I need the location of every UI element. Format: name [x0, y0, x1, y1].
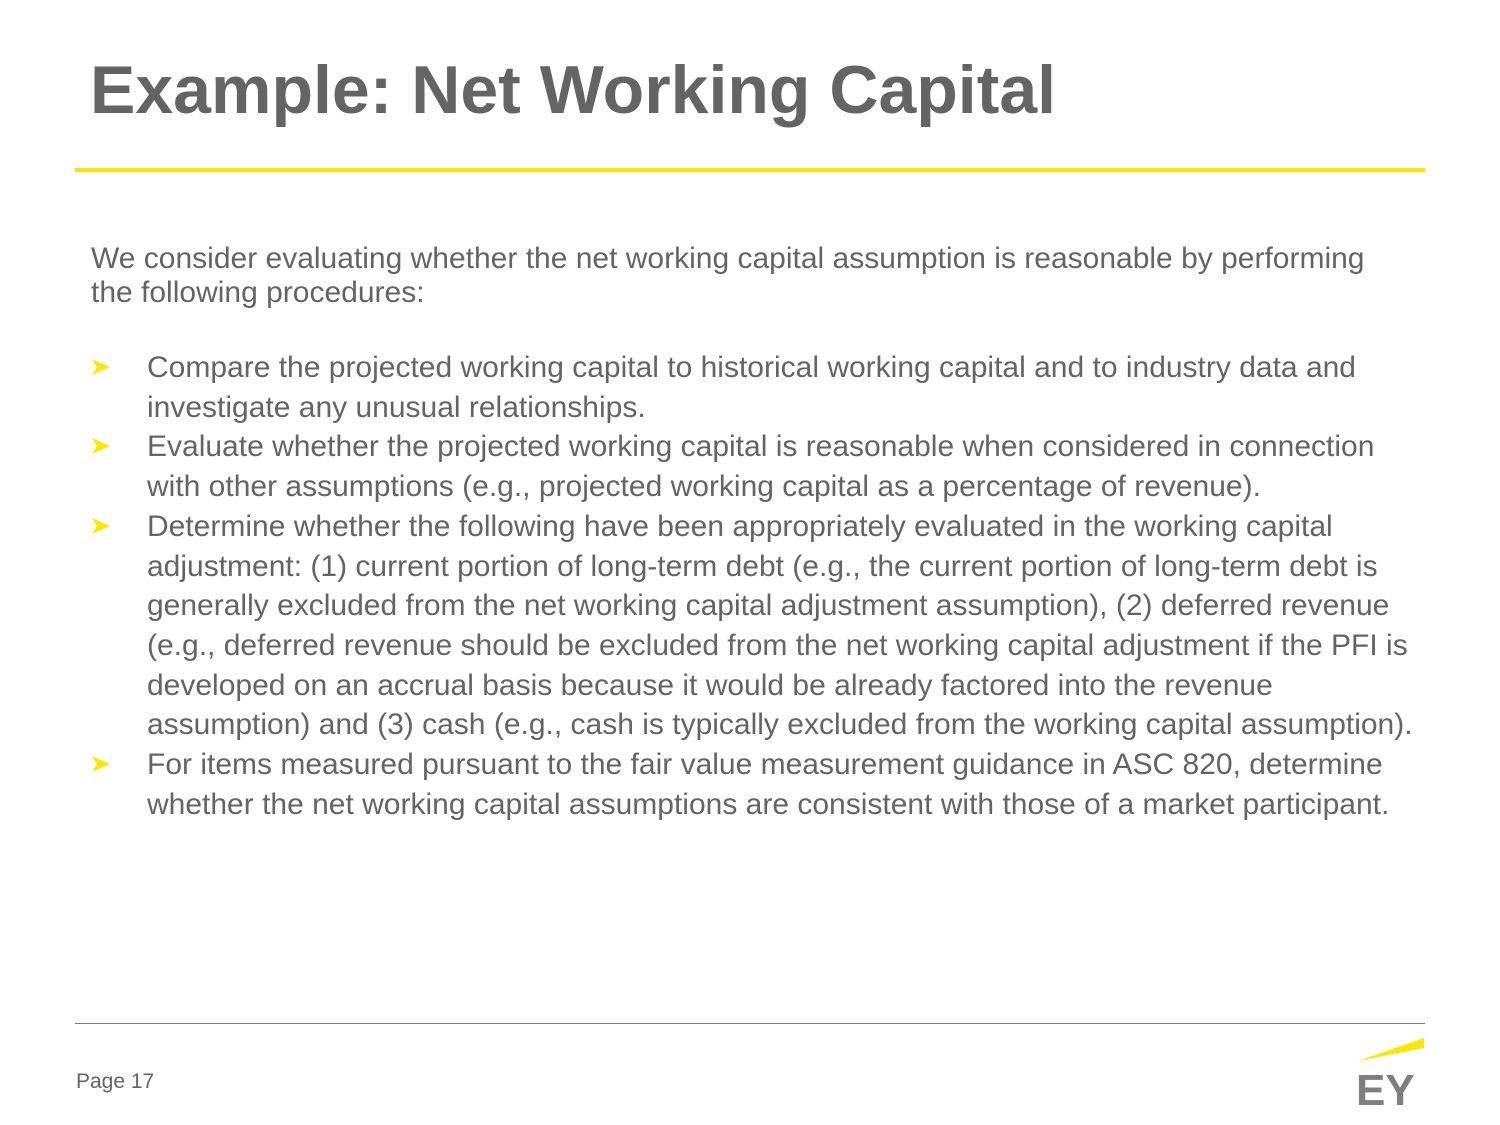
- list-item-text: Determine whether the following have been appropriately evaluated in the working capital adjustment: (1) current portion of long-term debt (e.g., the current portion of long-term debt is generally excluded from the net working capital adjustment assumption), (2) deferred revenue (e.g., deferred revenue should be excluded from the net working capital adjustment if the PFI is developed on an accrual basis because it would be already factored into the revenue assumption) and (3) cash (e.g., cash is typically excluded from the working capital assumption).: [147, 509, 1413, 742]
- ey-logo-text: EY: [1356, 1066, 1415, 1108]
- list-item-text: Evaluate whether the projected working capital is reasonable when considered in connection with other assumptions (e.g., projected working capital as a percentage of revenue).: [147, 430, 1375, 504]
- list-item: [90, 427, 1420, 506]
- arrowhead-bullet-icon: [90, 746, 112, 782]
- intro-paragraph: We consider evaluating whether the net working capital assumption is reasonable by performing the following procedures:: [91, 242, 1365, 309]
- ey-logo-icon: [1356, 1036, 1428, 1108]
- list-item-text: For items measured pursuant to the fair value measurement guidance in ASC 820, determine whether the net working capital assumptions are consistent with those of a market participant.: [147, 748, 1390, 821]
- arrowhead-bullet-icon: [90, 428, 112, 464]
- list-item: [90, 745, 1420, 824]
- footer-divider: [75, 1023, 1425, 1024]
- arrowhead-bullet-icon: [90, 349, 112, 385]
- procedures-list: [90, 348, 1420, 824]
- list-item: [90, 348, 1420, 427]
- slide-title: Example: Net Working Capital: [90, 52, 1057, 128]
- page-number: Page 17: [76, 1070, 155, 1093]
- list-item: [90, 507, 1420, 745]
- title-divider: [75, 168, 1425, 172]
- arrowhead-bullet-icon: [90, 508, 112, 544]
- list-item-text: Compare the projected working capital to historical working capital and to industry data and investigate any unusual relationships.: [147, 351, 1356, 424]
